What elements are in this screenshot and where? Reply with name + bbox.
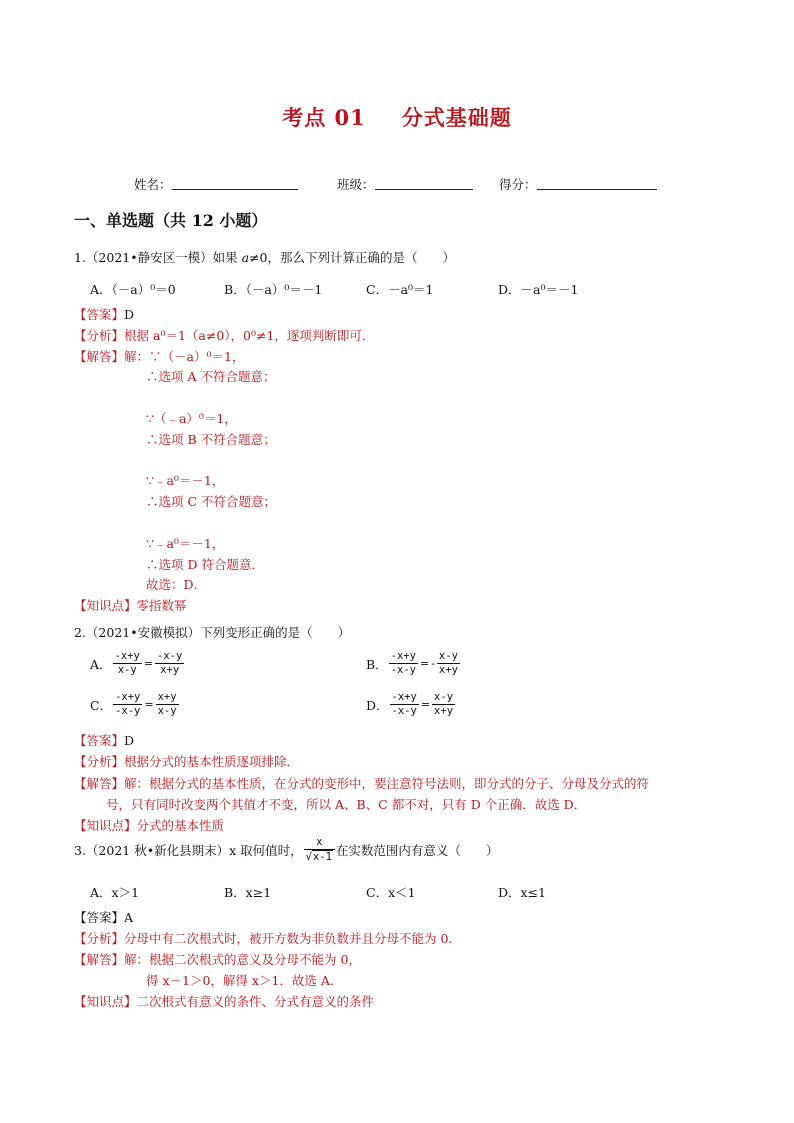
q1-solution-line: ∵﹣a⁰＝－1， xyxy=(146,536,225,551)
q2-knowledge-point: 【知识点】分式的基本性质 xyxy=(74,818,225,833)
score-blank[interactable] xyxy=(537,177,657,190)
q3-solution: 【解答】解：根据二次根式的意义及分母不能为 0， xyxy=(74,952,361,967)
q3-option-a: A．x＞1 xyxy=(90,885,140,900)
class-field[interactable] xyxy=(337,175,473,193)
class-blank[interactable] xyxy=(375,177,473,190)
page-title xyxy=(0,102,794,132)
score-field[interactable] xyxy=(499,175,657,193)
q1-option-a: A．（－a）⁰＝0 xyxy=(90,282,176,297)
title-part2: 分式基础题 xyxy=(401,105,512,130)
q1-solution-line: ∴选项 B 不符合题意； xyxy=(146,432,276,447)
title-part1: 考点 01 xyxy=(282,105,366,130)
name-label: 姓名： xyxy=(134,177,172,192)
q2-stem: 2.（2021•安徽模拟）下列变形正确的是（ ） xyxy=(74,625,351,640)
q1-solution-line: ∴选项 A 不符合题意； xyxy=(146,369,276,384)
q1-solution-line: ∴选项 C 不符合题意； xyxy=(146,494,277,509)
q1-knowledge-point: 【知识点】零指数幂 xyxy=(74,598,187,613)
q1-solution-line: 故选：D． xyxy=(146,577,207,592)
q1-option-b: B．（－a）⁰＝－1 xyxy=(224,282,323,297)
q3-fraction: $\frac{x}{√x-1}$ xyxy=(304,836,335,864)
q1-solution-line: ∵﹣a⁰＝－1， xyxy=(146,473,225,488)
q1-answer: 【答案】D xyxy=(74,307,135,322)
class-label: 班级： xyxy=(337,177,375,192)
q2-answer: 【答案】D xyxy=(74,733,135,748)
q1-stem: 1.（2021•静安区一模）如果 a≠0，那么下列计算正确的是（ ） xyxy=(74,250,455,265)
q1-option-c: C．－a⁰＝1 xyxy=(366,282,434,297)
name-blank[interactable] xyxy=(172,177,298,190)
q3-analysis: 【分析】分母中有二次根式时，被开方数为非负数并且分母不能为 0． xyxy=(74,931,461,946)
q3-solution-line: 得 x－1＞0，解得 x＞1．故选 A． xyxy=(146,973,343,988)
q2-solution-line: 号，只有同时改变两个其值才不变，所以 A、B、C 都不对，只有 D 个正确．故选 D． xyxy=(106,797,587,812)
q1-solution: 【解答】解：∵（－a）⁰＝1， xyxy=(74,349,245,364)
q1-option-d: D．－a⁰＝－1 xyxy=(498,282,579,297)
q2-option-c: C． $\frac{-x+y}{-x-y}$ = $\frac{x+y}{x-y}$ xyxy=(90,691,177,717)
q3-knowledge-point: 【知识点】二次根式有意义的条件、分式有意义的条件 xyxy=(74,994,375,1009)
q3-option-d: D．x≤1 xyxy=(498,885,546,900)
name-field[interactable] xyxy=(134,175,298,193)
q1-solution-line: ∴选项 D 符合题意． xyxy=(146,557,264,572)
q3-option-c: C．x＜1 xyxy=(366,885,416,900)
q2-option-d: D． $\frac{-x+y}{-x-y}$ = $\frac{x-y}{x+y}$ xyxy=(366,691,454,717)
q3-answer: 【答案】A xyxy=(74,910,134,925)
q2-analysis: 【分析】根据分式的基本性质逐项排除． xyxy=(74,754,300,769)
q2-option-b: B． $\frac{-x+y}{-x-y}$ = - $\frac{x-y}{x+y}$ xyxy=(366,650,458,676)
q3-stem: 3.（2021 秋•新化县期末）x 取何值时， $\frac{x}{√x-1}$ 在实数范围内有意义（ ） xyxy=(74,836,499,863)
q2-solution: 【解答】解：根据分式的基本性质，在分式的变形中，要注意符号法则，即分式的分子、分母及分式的符 xyxy=(74,776,650,791)
q2-option-a: A． $\frac{-x+y}{x-y}$ = $\frac{-x-y}{x+y}$ xyxy=(90,650,183,676)
q1-analysis: 【分析】根据 a⁰＝1（a≠0），0⁰≠1，逐项判断即可． xyxy=(74,328,375,343)
score-label: 得分： xyxy=(499,177,537,192)
q1-solution-line: ∵（﹣a）⁰＝1， xyxy=(146,411,237,426)
q3-option-b: B．x≥1 xyxy=(224,885,272,900)
section-heading: 一、单选题（共 12 小题） xyxy=(74,211,268,230)
